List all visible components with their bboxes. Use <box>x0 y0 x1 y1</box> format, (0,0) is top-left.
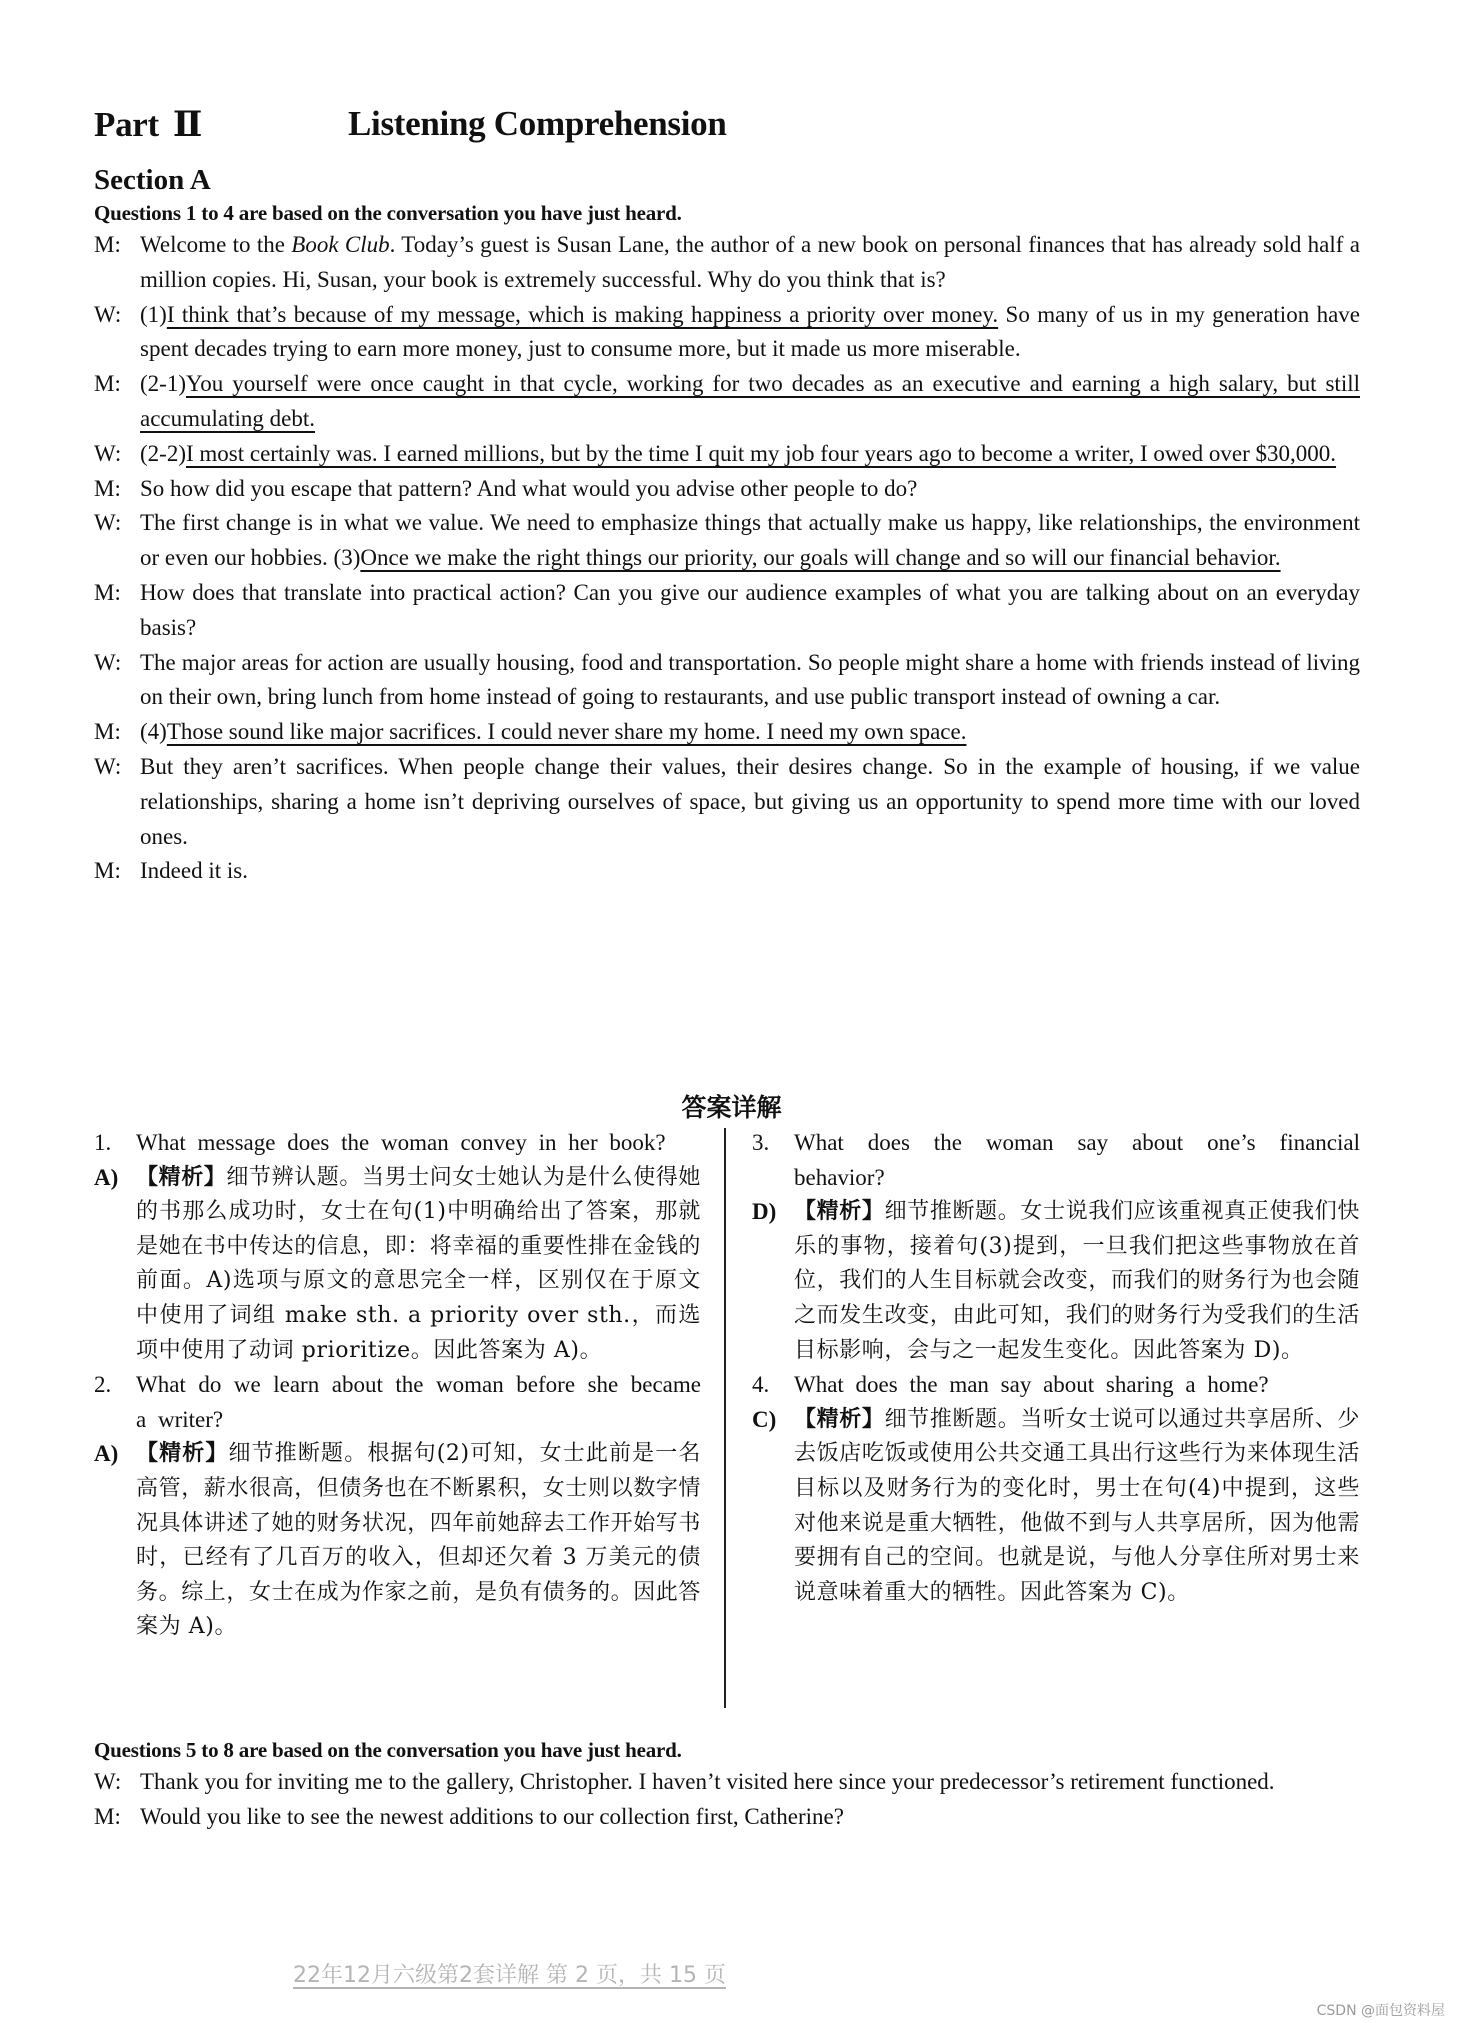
dialog-turn <box>94 646 1360 716</box>
question-group-heading-2: Questions 5 to 8 are based on the conversation you have just heard. <box>94 1738 682 1762</box>
analysis-tag: 【精析】 <box>794 1199 885 1225</box>
answers-section-title: 答案详解 <box>681 1093 782 1122</box>
question-item <box>752 1126 1360 1195</box>
dialog-turn <box>94 437 1360 472</box>
answer-explanation <box>94 1437 701 1645</box>
dialog-turn <box>94 506 1360 576</box>
question-text: What message does the woman convey in her book? <box>136 1130 666 1155</box>
part-label: Part <box>94 105 159 144</box>
sentence-marker: (2-1) <box>140 371 186 397</box>
dialog-turn <box>94 750 1360 854</box>
question-item <box>94 1126 701 1161</box>
answers-column-left <box>94 1126 701 1645</box>
question-number: 2. <box>94 1372 112 1398</box>
turn-text: Welcome to the Book Club. Today’s guest is Susan Lane, the author of a new book on personal finances that has already sold half a million copies. Hi, Susan, your book is extremely successful. Why do you think that is? <box>140 232 1360 292</box>
turn-text: So how did you escape that pattern? And what would you advise other people to do? <box>140 475 918 501</box>
question-number: 3. <box>752 1130 770 1155</box>
question-number: 4. <box>752 1372 770 1398</box>
turn-text: Indeed it is. <box>140 858 248 884</box>
speaker-label: M: <box>94 579 121 605</box>
turn-text: (1)I think that’s because of my message, which is making happiness a priority over money. So many of us in my generation have spent decades trying to earn more money, just to consume more, but it made us more miserable. <box>140 301 1360 362</box>
sentence-marker: (4) <box>140 719 167 745</box>
answer-choice: D) <box>752 1199 777 1225</box>
turn-text: Would you like to see the newest additions to our collection first, Catherine? <box>140 1803 844 1829</box>
explanation-text: 细节推断题。当听女士说可以通过共享居所、少去饭店吃饭或使用公共交通工具出行这些行为来体现生活目标以及财务行为的变化时，男士在句(4)中提到，这些对他来说是重大牺牲，他做不到与人共享居所，因为他需要拥有自己的空间。也就是说，与他人分享住所对男士来说意味着重大的牺牲。因此答案为 C)。 <box>794 1406 1360 1605</box>
answer-choice: A) <box>94 1441 119 1467</box>
key-sentence: Those sound like major sacrifices. I could never share my home. I need my own space. <box>166 719 967 745</box>
key-sentence: I think that’s because of my message, which is making happiness a priority over money. <box>166 301 999 327</box>
dialog-turn <box>94 576 1360 646</box>
answer-choice: A) <box>94 1164 119 1190</box>
speaker-label: W: <box>94 510 122 536</box>
answers-column-right <box>752 1126 1360 1610</box>
part-title: Listening Comprehension <box>348 104 727 143</box>
speaker-label: M: <box>94 371 121 397</box>
part-heading <box>94 104 727 145</box>
speaker-label: W: <box>94 1769 122 1794</box>
question-text: What does the man say about sharing a home? <box>794 1372 1269 1398</box>
speaker-label: W: <box>94 440 122 466</box>
answer-explanation <box>94 1161 701 1369</box>
explanation-text: 细节推断题。根据句(2)可知，女士此前是一名高管，薪水很高，但债务也在不断累积，女士则以数字情况具体讲述了她的财务状况，四年前她辞去工作开始写书时，已经有了几百万的收入，但却还欠着 3 万美元的债务。综上，女士在成为作家之前，是负有债务的。因此答案为 A)。 <box>136 1441 702 1640</box>
analysis-tag: 【精析】 <box>794 1406 885 1432</box>
turn-text: The major areas for action are usually housing, food and transportation. So people might share a home with friends instead of living on their own, bring lunch from home instead of going to restaurants, and use public transport instead of owning a car. <box>140 649 1360 710</box>
question-text: What do we learn about the woman before she became a writer? <box>136 1372 701 1432</box>
explanation-text: 细节推断题。女士说我们应该重视真正使我们快乐的事物，接着句(3)提到，一旦我们把这些事物放在首位，我们的人生目标就会改变，而我们的财务行为也会随之而发生改变，由此可知，我们的财务行为受我们的生活目标影响，会与之一起发生变化。因此答案为 D)。 <box>794 1199 1360 1363</box>
turn-text <box>140 715 1360 750</box>
dialog-turn <box>94 1765 1360 1800</box>
explanation-text: 细节辨认题。当男士问女士她认为是什么使得她的书那么成功时，女士在句(1)中明确给出了答案，那就是她在书中传达的信息，即：将幸福的重要性排在金钱的前面。A)选项与原文的意思完全一样，区别仅在于原文中使用了词组 make sth. a priority over sth.，而选项中使用了动词 prioritize。因此答案为 A)。 <box>136 1164 702 1363</box>
conversation-transcript-1 <box>94 228 1360 889</box>
question-number: 1. <box>94 1130 112 1155</box>
book-title: Book Club <box>291 232 390 257</box>
dialog-turn <box>94 228 1360 298</box>
speaker-label: M: <box>94 719 121 745</box>
turn-text: But they aren’t sacrifices. When people change their values, their desires change. So in the example of housing, if we value relationships, sharing a home isn’t depriving ourselves of space, but giving us an opportunity to spend more time with our loved ones. <box>140 753 1360 849</box>
dialog-turn <box>94 298 1360 368</box>
answer-explanation <box>752 1403 1360 1611</box>
dialog-turn <box>94 715 1360 750</box>
question-item <box>94 1368 701 1437</box>
dialog-turn <box>94 854 1360 889</box>
page-footer: 22年12月六级第2套详解 第 2 页，共 15 页 <box>293 1963 726 1988</box>
conversation-transcript-2 <box>94 1765 1360 1835</box>
section-title: Section A <box>94 164 211 196</box>
analysis-tag: 【精析】 <box>136 1164 227 1190</box>
key-sentence: I most certainly was. I earned millions, but by the time I quit my job four years ago to become a writer, I owed over $30,000. <box>185 440 1337 466</box>
turn-text <box>140 367 1360 437</box>
speaker-label: M: <box>94 858 121 884</box>
key-sentence: Once we make the right things our priority, our goals will change and so will our financial behavior. <box>360 545 1281 571</box>
dialog-turn <box>94 1800 1360 1835</box>
part-number: Ⅱ <box>172 105 203 144</box>
dialog-turn <box>94 367 1360 437</box>
sentence-marker: (3) <box>333 545 361 571</box>
analysis-tag: 【精析】 <box>136 1441 229 1467</box>
watermark: CSDN @面包资料屋 <box>1316 2003 1445 2019</box>
column-divider <box>724 1128 726 1708</box>
sentence-marker: (2-2) <box>140 440 186 466</box>
turn-text: The first change is in what we value. We need to emphasize things that actually make us happy, like relationships, the environment or even our hobbies. (3)Once we make the right things our priority, our goals will change and so will our financial behavior. <box>140 510 1360 571</box>
speaker-label: M: <box>94 232 121 257</box>
sentence-marker: (1) <box>140 301 167 327</box>
key-sentence: You yourself were once caught in that cycle, working for two decades as an executive and earning a high salary, but still accumulating debt. <box>140 371 1360 431</box>
turn-text: How does that translate into practical action? Can you give our audience examples of what you are talking about on an everyday basis? <box>140 579 1360 640</box>
speaker-label: W: <box>94 649 122 675</box>
dialog-turn <box>94 472 1360 507</box>
turn-text <box>140 437 1360 472</box>
question-item <box>752 1368 1360 1403</box>
speaker-label: M: <box>94 475 121 501</box>
answer-explanation <box>752 1195 1360 1368</box>
question-group-heading-1: Questions 1 to 4 are based on the conversation you have just heard. <box>94 201 682 225</box>
speaker-label: M: <box>94 1803 121 1829</box>
answer-choice: C) <box>752 1406 777 1432</box>
speaker-label: W: <box>94 753 122 779</box>
speaker-label: W: <box>94 301 122 327</box>
question-text: What does the woman say about one’s financial behavior? <box>794 1130 1360 1190</box>
turn-text: Thank you for inviting me to the gallery, Christopher. I haven’t visited here since your predecessor’s retirement functioned. <box>140 1769 1275 1794</box>
